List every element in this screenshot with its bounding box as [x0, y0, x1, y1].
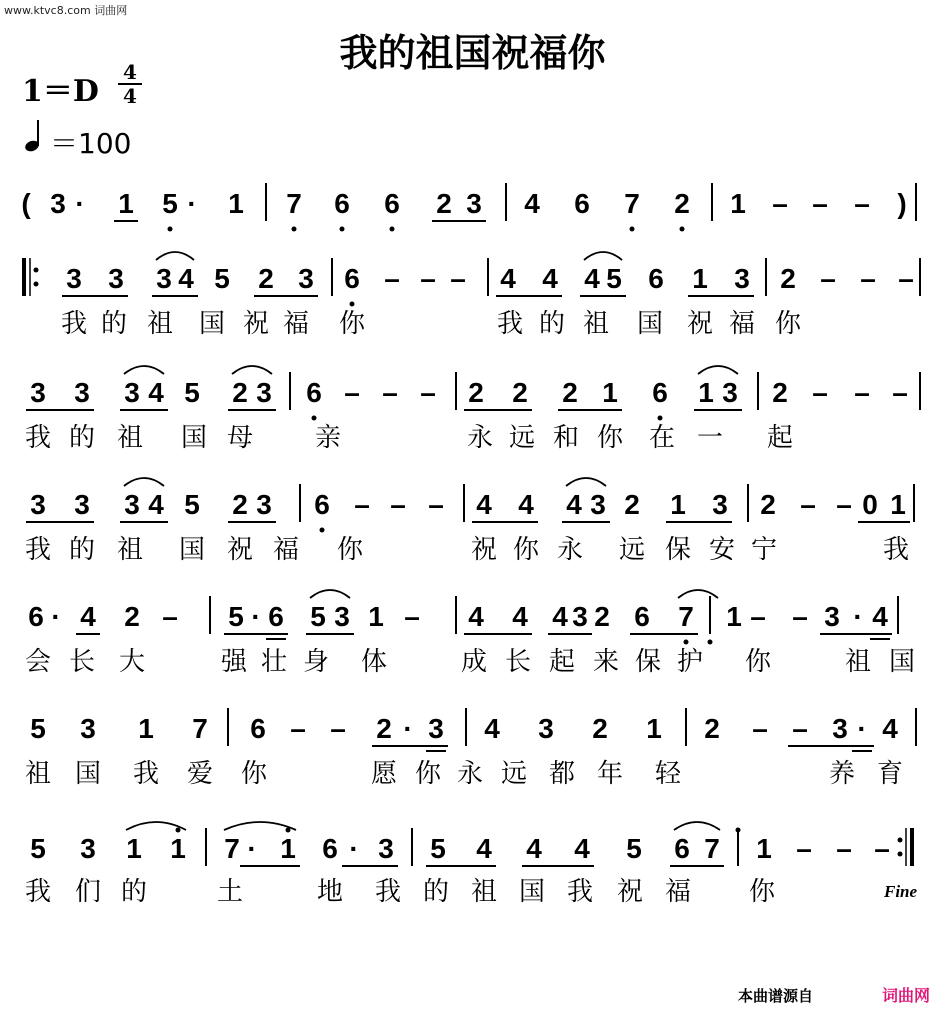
dash-mark: – — [874, 833, 890, 864]
lyric-char: 祝 — [616, 877, 644, 907]
note: 1 — [126, 833, 142, 864]
note: 2 — [232, 489, 248, 520]
note: 3 — [722, 377, 738, 408]
note: 7 — [704, 833, 720, 864]
dash-mark: – — [428, 489, 444, 520]
lyric-char: 地 — [316, 877, 344, 907]
lyric-char: 育 — [876, 759, 904, 789]
note: 6 — [268, 601, 284, 632]
lyric-char: 的 — [422, 877, 450, 907]
lyric-char: 祖 — [116, 423, 144, 453]
note: 6 — [250, 713, 266, 744]
lyric-char: 祖 — [116, 535, 144, 565]
octave-dot-below — [168, 227, 173, 232]
dash-mark: – — [854, 377, 870, 408]
note: 1 — [368, 601, 384, 632]
lyric-char: 祖 — [844, 647, 872, 677]
note: 1 — [646, 713, 662, 744]
dash-mark: – — [330, 713, 346, 744]
lyric-char: 祖 — [582, 309, 610, 339]
lyric-char: 祖 — [24, 759, 52, 789]
note: 1 — [670, 489, 686, 520]
dot-mark: · — [349, 833, 359, 864]
lyric-char: 远 — [508, 423, 536, 453]
lyric-char: 远 — [500, 759, 528, 789]
note: 3 — [124, 489, 140, 520]
time-signature-top: 4 — [123, 60, 137, 84]
lyric-char: 起 — [548, 647, 576, 677]
dash-mark: – — [836, 833, 852, 864]
note: 3 — [108, 263, 124, 294]
note: 4 — [584, 263, 600, 294]
lyric-char: 们 — [74, 877, 102, 907]
octave-dot-below — [320, 528, 325, 533]
note: 4 — [526, 833, 542, 864]
note: 2 — [780, 263, 796, 294]
note: 5 — [214, 263, 230, 294]
dot-mark: · — [75, 188, 85, 219]
note: 2 — [594, 601, 610, 632]
score-row-4 — [25, 478, 914, 565]
lyric-char: 大 — [118, 647, 146, 677]
note: 1 — [726, 601, 742, 632]
octave-dot-above — [736, 828, 741, 833]
lyric-char: 国 — [518, 877, 546, 907]
note: 4 — [542, 263, 558, 294]
note: 1 — [890, 489, 906, 520]
note: 2 — [232, 377, 248, 408]
note: 5 — [626, 833, 642, 864]
note: 6 — [28, 601, 44, 632]
lyric-char: 保 — [664, 535, 692, 565]
dash-mark: – — [344, 377, 360, 408]
lyric-char: 我 — [24, 423, 52, 453]
lyric-char: 你 — [748, 877, 776, 907]
note: 4 — [552, 601, 568, 632]
note: 5 — [184, 377, 200, 408]
note: 1 — [730, 188, 746, 219]
note: 6 — [314, 489, 330, 520]
site-logo-text: 词曲网 — [882, 986, 931, 1005]
dot-mark: · — [187, 188, 197, 219]
lyric-char: 护 — [676, 647, 704, 677]
note: 1 — [228, 188, 244, 219]
lyric-char: 祝 — [242, 309, 270, 339]
lyric-char: 母 — [226, 423, 254, 453]
note: 4 — [500, 263, 516, 294]
dot-mark: · — [51, 601, 61, 632]
dash-mark: – — [290, 713, 306, 744]
lyric-char: 你 — [512, 535, 540, 565]
score-row-1 — [21, 183, 916, 232]
octave-dot-below — [340, 227, 345, 232]
note: 5 — [162, 188, 178, 219]
dash-mark: – — [812, 188, 828, 219]
lyric-char: 你 — [336, 535, 364, 565]
note: 4 — [882, 713, 898, 744]
lyric-char: 一 — [696, 423, 724, 453]
note: 2 — [436, 188, 452, 219]
note: 6 — [674, 833, 690, 864]
note: 5 — [310, 601, 326, 632]
lyric-char: 的 — [68, 535, 96, 565]
lyric-char: 宁 — [750, 535, 778, 565]
note: 3 — [298, 263, 314, 294]
lyric-char: 福 — [664, 877, 692, 907]
note: 3 — [466, 188, 482, 219]
lyric-char: 强 — [220, 647, 248, 677]
lyric-char: 和 — [552, 423, 580, 453]
slur-mark — [584, 252, 622, 260]
note: 2 — [592, 713, 608, 744]
note: 3 — [124, 377, 140, 408]
lyric-char: 福 — [282, 309, 310, 339]
note: 4 — [484, 713, 500, 744]
score-row-2 — [24, 252, 920, 339]
lyric-char: 祝 — [470, 535, 498, 565]
dash-mark: – — [354, 489, 370, 520]
note: 3 — [30, 377, 46, 408]
dash-mark: – — [420, 263, 436, 294]
lyric-char: 你 — [744, 647, 772, 677]
note: 4 — [566, 489, 582, 520]
time-signature-bottom: 4 — [123, 84, 137, 108]
slur-mark — [698, 366, 738, 374]
lyric-char: 你 — [414, 759, 442, 789]
lyric-char: 永 — [466, 423, 494, 453]
note: 7 — [678, 601, 694, 632]
dot-mark: · — [857, 713, 867, 744]
note: 0 — [862, 489, 878, 520]
note: 4 — [476, 489, 492, 520]
octave-dot-below — [390, 227, 395, 232]
note: 4 — [872, 601, 888, 632]
lyric-char: 我 — [374, 877, 402, 907]
lyric-char: 你 — [596, 423, 624, 453]
note: 2 — [562, 377, 578, 408]
dot-mark: · — [247, 833, 257, 864]
note: 4 — [80, 601, 96, 632]
dash-mark: – — [812, 377, 828, 408]
slur-mark — [156, 252, 194, 260]
lyric-char: 国 — [888, 647, 916, 677]
lyric-char: 年 — [596, 759, 624, 789]
lyric-char: 我 — [882, 535, 910, 565]
dash-mark: – — [892, 377, 908, 408]
note: 3 — [572, 601, 588, 632]
lyric-char: 福 — [272, 535, 300, 565]
note: 1 — [138, 713, 154, 744]
note: 3 — [590, 489, 606, 520]
lyric-char: 国 — [74, 759, 102, 789]
lyric-char: 我 — [24, 535, 52, 565]
note: 4 — [178, 263, 194, 294]
lyric-char: 永 — [456, 759, 484, 789]
dot-mark: · — [403, 713, 413, 744]
note: 2 — [124, 601, 140, 632]
lyric-char: 壮 — [260, 647, 288, 677]
note: 1 — [280, 833, 296, 864]
lyric-char: 土 — [216, 877, 244, 907]
dash-mark: – — [860, 263, 876, 294]
tempo-marking: ＝100 — [50, 127, 132, 160]
lyric-char: 安 — [708, 535, 736, 565]
note: 5 — [30, 713, 46, 744]
dash-mark: – — [800, 489, 816, 520]
octave-dot-below — [630, 227, 635, 232]
lyric-char: 你 — [774, 309, 802, 339]
note: 2 — [258, 263, 274, 294]
note: 5 — [30, 833, 46, 864]
lyric-char: 国 — [178, 535, 206, 565]
dash-mark: – — [898, 263, 914, 294]
score-row-5 — [25, 590, 915, 677]
note: 6 — [574, 188, 590, 219]
note: 2 — [674, 188, 690, 219]
octave-dot-below — [684, 640, 689, 645]
lyric-char: 国 — [198, 309, 226, 339]
score-row-7 — [25, 822, 912, 907]
dash-mark: – — [390, 489, 406, 520]
note: 1 — [602, 377, 618, 408]
dash-mark: – — [382, 377, 398, 408]
dash-mark: – — [750, 601, 766, 632]
repeat-barline — [898, 828, 913, 866]
note: 3 — [256, 489, 272, 520]
lyric-char: 身 — [302, 647, 330, 677]
dash-mark: – — [384, 263, 400, 294]
note: 6 — [344, 263, 360, 294]
dash-mark: – — [796, 833, 812, 864]
note: 6 — [384, 188, 400, 219]
lyric-char: 的 — [120, 877, 148, 907]
note: 6 — [322, 833, 338, 864]
note: 3 — [30, 489, 46, 520]
note: 2 — [468, 377, 484, 408]
note: 4 — [512, 601, 528, 632]
note: 5 — [184, 489, 200, 520]
lyric-char: 我 — [60, 309, 88, 339]
octave-dot-below — [312, 416, 317, 421]
slur-mark — [674, 822, 720, 830]
lyric-char: 永 — [556, 535, 584, 565]
note: 4 — [148, 489, 164, 520]
note: 3 — [80, 833, 96, 864]
lyric-char: 我 — [24, 877, 52, 907]
note: 2 — [624, 489, 640, 520]
fine-marking: Fine — [884, 882, 918, 901]
note: 7 — [224, 833, 240, 864]
slur-mark — [224, 822, 296, 830]
lyric-char: 国 — [636, 309, 664, 339]
score-row-3 — [25, 366, 920, 453]
song-title: 我的祖国祝福你 — [339, 31, 606, 75]
note: 2 — [512, 377, 528, 408]
lyric-char: 轻 — [654, 759, 682, 789]
dash-mark: – — [404, 601, 420, 632]
note: 1 — [756, 833, 772, 864]
slur-mark — [566, 478, 606, 486]
note: 6 — [334, 188, 350, 219]
repeat-barline — [24, 258, 39, 296]
dash-mark: – — [772, 188, 788, 219]
note: 4 — [524, 188, 540, 219]
note: 3 — [80, 713, 96, 744]
dash-mark: – — [752, 713, 768, 744]
note: 6 — [648, 263, 664, 294]
note: 3 — [156, 263, 172, 294]
note: 2 — [772, 377, 788, 408]
note: 3 — [538, 713, 554, 744]
lyric-char: 我 — [132, 759, 160, 789]
dash-mark: – — [854, 188, 870, 219]
note: 2 — [704, 713, 720, 744]
lyric-char: 长 — [504, 647, 532, 677]
note: 1 — [692, 263, 708, 294]
lyric-char: 的 — [100, 309, 128, 339]
note: 2 — [376, 713, 392, 744]
slur-mark — [232, 366, 272, 374]
note: 4 — [574, 833, 590, 864]
lyric-char: 你 — [240, 759, 268, 789]
slur-mark — [124, 366, 164, 374]
note: 3 — [378, 833, 394, 864]
lyric-char: 保 — [634, 647, 662, 677]
note: 3 — [74, 377, 90, 408]
lyric-char: 在 — [648, 423, 676, 453]
note: 3 — [712, 489, 728, 520]
note: 6 — [306, 377, 322, 408]
note: 4 — [518, 489, 534, 520]
lyric-char: 体 — [360, 647, 388, 677]
note: 5 — [606, 263, 622, 294]
dash-mark: – — [792, 713, 808, 744]
lyric-char: 祖 — [146, 309, 174, 339]
octave-dot-below — [658, 416, 663, 421]
octave-dot-below — [708, 640, 713, 645]
octave-dot-below — [350, 302, 355, 307]
dot-mark: · — [853, 601, 863, 632]
note: 4 — [148, 377, 164, 408]
note: 5 — [430, 833, 446, 864]
lyric-char: 爱 — [186, 759, 214, 789]
note: 5 — [228, 601, 244, 632]
lyric-char: 的 — [538, 309, 566, 339]
dash-mark: – — [162, 601, 178, 632]
site-watermark: www.ktvc8.com 词曲网 — [4, 4, 128, 17]
note: 6 — [634, 601, 650, 632]
slur-mark — [678, 590, 718, 598]
lyric-char: 的 — [68, 423, 96, 453]
note: 3 — [824, 601, 840, 632]
note: 7 — [624, 188, 640, 219]
dot-mark: · — [251, 601, 261, 632]
note: 4 — [468, 601, 484, 632]
note: 3 — [334, 601, 350, 632]
note: 7 — [192, 713, 208, 744]
lyric-char: 会 — [24, 647, 52, 677]
octave-dot-below — [292, 227, 297, 232]
note: 1 — [170, 833, 186, 864]
note: 3 — [74, 489, 90, 520]
note: 1 — [118, 188, 134, 219]
lyric-char: 长 — [68, 647, 96, 677]
source-label: 本曲谱源自 — [738, 987, 814, 1005]
slur-mark — [124, 478, 164, 486]
lyric-char: 福 — [728, 309, 756, 339]
lyric-char: 祖 — [470, 877, 498, 907]
dash-mark: – — [450, 263, 466, 294]
lyric-char: 祝 — [686, 309, 714, 339]
octave-dot-above — [176, 828, 181, 833]
lyric-char: 起 — [766, 423, 794, 453]
note: 1 — [698, 377, 714, 408]
note: 6 — [652, 377, 668, 408]
note: 3 — [832, 713, 848, 744]
note: 7 — [286, 188, 302, 219]
note: ) — [897, 188, 907, 219]
lyric-char: 亲 — [314, 423, 342, 453]
lyric-char: 都 — [548, 759, 576, 789]
lyric-char: 成 — [460, 647, 488, 677]
note: 3 — [50, 188, 66, 219]
lyric-char: 远 — [618, 535, 646, 565]
dash-mark: – — [420, 377, 436, 408]
lyric-char: 祝 — [226, 535, 254, 565]
note: 3 — [66, 263, 82, 294]
octave-dot-below — [680, 227, 685, 232]
lyric-char: 来 — [592, 647, 620, 677]
score-row-6 — [25, 708, 916, 789]
lyric-char: 国 — [180, 423, 208, 453]
note: 3 — [256, 377, 272, 408]
key-signature: 1＝D — [22, 74, 99, 109]
note: 4 — [476, 833, 492, 864]
lyric-char: 我 — [496, 309, 524, 339]
dash-mark: – — [820, 263, 836, 294]
dash-mark: – — [792, 601, 808, 632]
note: ( — [21, 188, 31, 219]
dash-mark: – — [836, 489, 852, 520]
lyric-char: 愿 — [370, 759, 398, 789]
slur-mark — [310, 590, 350, 598]
note: 3 — [734, 263, 750, 294]
lyric-char: 你 — [338, 309, 366, 339]
note: 2 — [760, 489, 776, 520]
note: 3 — [428, 713, 444, 744]
lyric-char: 养 — [828, 759, 856, 789]
lyric-char: 我 — [566, 877, 594, 907]
